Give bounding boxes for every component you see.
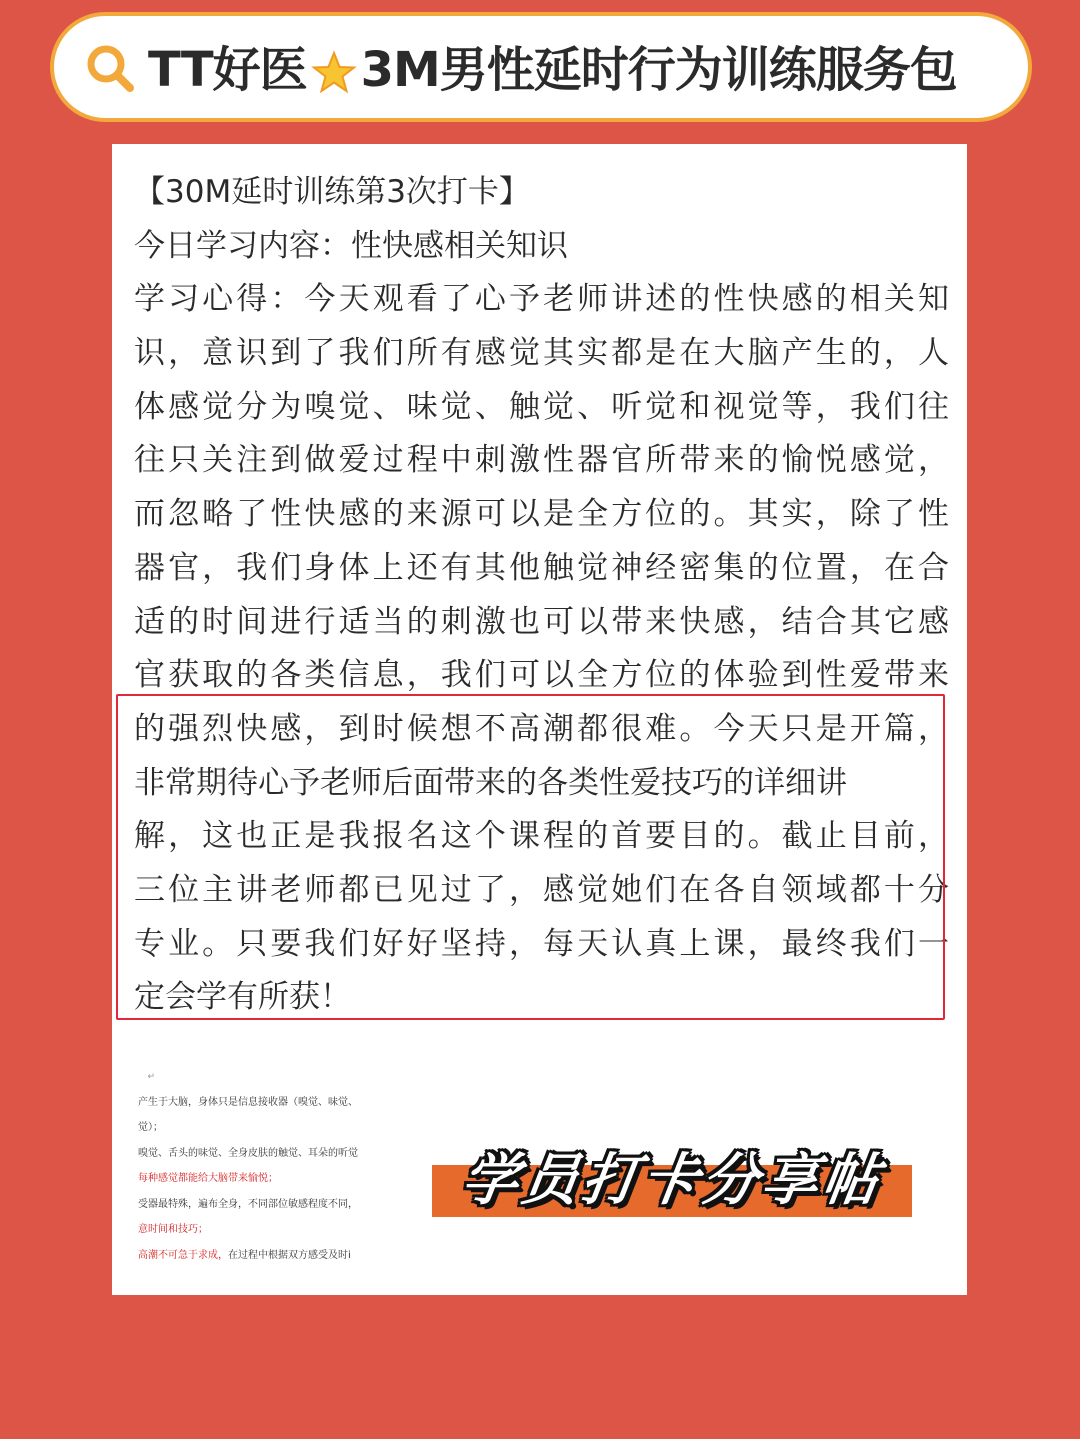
post-line: 三位主讲老师都已见过了，感觉她们在各自领域都十分 <box>134 871 949 908</box>
excerpt-line: 每种感觉都能给大脑带来愉悦； <box>138 1173 278 1184</box>
post-line: 学习心得：今天观看了心予老师讲述的性快感的相关知 <box>134 281 949 318</box>
search-icon <box>84 42 138 96</box>
star-icon <box>311 50 357 96</box>
excerpt-line: 产生于大脑，身体只是信息接收器（嗅觉、味觉、 <box>138 1096 358 1108</box>
post-heading: 【30M延时训练第3次打卡】 <box>134 174 530 210</box>
post-line: 专业。只要我们好好坚持，每天认真上课，最终我们一 <box>134 925 949 962</box>
excerpt-line: 嗅觉、舌头的味觉、全身皮肤的触觉、耳朵的听觉 <box>138 1147 358 1159</box>
post-line: 定会学有所获！ <box>134 979 351 1016</box>
excerpt-line: 高潮不可急于求成，在过程中根据双方感受及时i <box>138 1249 351 1261</box>
page-title <box>148 36 957 104</box>
excerpt-line: ↵ <box>147 1072 156 1082</box>
post-line: 识，意识到了我们所有感觉其实都是在大脑产生的，人 <box>134 335 949 372</box>
post-line: 非常期待心予老师后面带来的各类性爱技巧的详细讲 <box>134 764 847 801</box>
stamp-label: 学员打卡分享帖 <box>457 1148 887 1213</box>
highlight-box <box>116 694 945 1020</box>
excerpt-line: 受器最特殊，遍布全身，不同部位敏感程度不同， <box>138 1198 358 1210</box>
excerpt-line: 意时间和技巧； <box>138 1224 208 1235</box>
post-line: 官获取的各类信息，我们可以全方位的体验到性爱带来 <box>134 657 949 694</box>
post-line: 体感觉分为嗅觉、味觉、触觉、听觉和视觉等，我们往 <box>134 388 949 425</box>
share-stamp <box>432 1139 912 1223</box>
title-brand: TT好医 <box>148 42 307 98</box>
post-line: 解，这也正是我报名这个课程的首要目的。截止目前， <box>134 818 949 855</box>
document-excerpt <box>138 1064 428 1268</box>
post-line: 而忽略了性快感的来源可以是全方位的。其实，除了性 <box>134 496 949 533</box>
post-topic: 今日学习内容：性快感相关知识 <box>134 227 568 264</box>
post-line: 的强烈快感，到时候想不高潮都很难。今天只是开篇， <box>134 710 949 747</box>
post-line: 适的时间进行适当的刺激也可以带来快感，结合其它感 <box>134 603 949 640</box>
post-line: 往只关注到做爱过程中刺激性器官所带来的愉悦感觉， <box>134 442 949 479</box>
post-line: 器官，我们身体上还有其他触觉神经密集的位置，在合 <box>134 549 949 586</box>
post-card <box>112 144 967 1295</box>
title-service: 3M男性延时行为训练服务包 <box>360 42 957 98</box>
search-bar[interactable] <box>50 12 1032 122</box>
excerpt-line: 觉）； <box>138 1122 163 1133</box>
